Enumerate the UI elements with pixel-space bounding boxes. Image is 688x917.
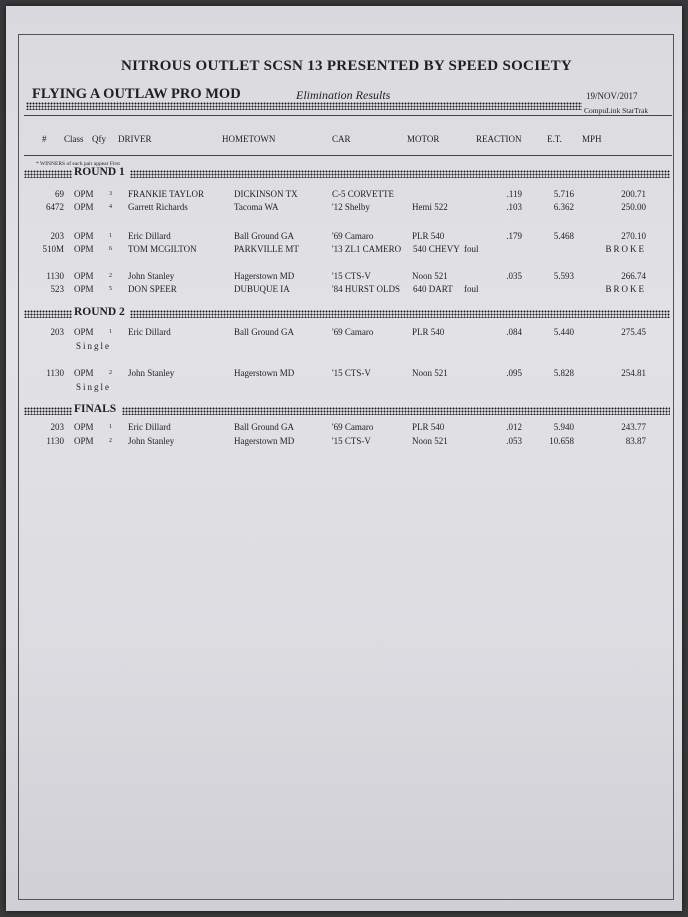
single-run-label: Single: [76, 382, 112, 392]
hometown-cell: Hagerstown MD: [234, 436, 295, 446]
et-cell: 5.440: [553, 327, 574, 337]
reaction-cell: .084: [506, 327, 522, 337]
hometown-cell: PARKVILLE MT: [234, 244, 299, 254]
col-mph: MPH: [582, 134, 602, 144]
class-cell: OPM: [74, 368, 94, 378]
hometown-cell: Tacoma WA: [234, 202, 279, 212]
qualify-cell: 5: [109, 286, 112, 292]
driver-cell: FRANKIE TAYLOR: [128, 189, 205, 199]
reaction-cell: .119: [506, 189, 522, 199]
reaction-cell: .095: [506, 368, 522, 378]
motor-cell: Noon 521: [412, 436, 448, 446]
et-cell: 6.362: [553, 202, 574, 212]
winners-note: * WINNERS of each pair appear First: [36, 161, 120, 167]
driver-cell: John Stanley: [128, 436, 175, 446]
qualify-cell: 2: [109, 273, 112, 279]
class-cell: OPM: [74, 422, 94, 432]
section-round-1: ROUND 1: [74, 166, 125, 178]
mph-cell: BROKE: [605, 284, 646, 294]
event-name: [32, 86, 241, 103]
car-number: 523: [50, 284, 64, 294]
car-number: 1130: [46, 368, 64, 378]
reaction-cell: .053: [506, 436, 522, 446]
mph-cell: 83.87: [625, 436, 646, 446]
car-cell: '69 Camaro: [332, 422, 374, 432]
motor-cell: 640 DART: [413, 284, 453, 294]
car-cell: '69 Camaro: [332, 327, 374, 337]
col-reaction: REACTION: [476, 134, 522, 144]
col-driver: DRIVER: [118, 134, 152, 144]
et-cell: 5.940: [553, 422, 574, 432]
driver-cell: Garrett Richards: [128, 202, 188, 212]
class-cell: OPM: [74, 202, 94, 212]
motor-cell: Noon 521: [412, 368, 448, 378]
mph-cell: 243.77: [621, 422, 646, 432]
qualify-cell: 2: [109, 438, 112, 444]
et-cell: 5.828: [553, 368, 574, 378]
header-divider: [24, 115, 672, 116]
driver-cell: John Stanley: [128, 368, 175, 378]
motor-cell: PLR 540: [412, 422, 445, 432]
car-cell: '13 ZL1 CAMERO: [332, 244, 402, 254]
header-dot-rule: [26, 102, 582, 110]
car-cell: '15 CTS-V: [332, 271, 371, 281]
qualify-cell: 1: [109, 233, 112, 239]
section-dots-left: [24, 407, 72, 415]
et-cell: 5.716: [553, 189, 574, 199]
section-dots-right: [130, 170, 670, 178]
driver-cell: Eric Dillard: [128, 422, 171, 432]
section-dots-left: [24, 310, 72, 318]
car-cell: '12 Shelby: [332, 202, 370, 212]
motor-cell: Hemi 522: [412, 202, 448, 212]
hometown-cell: Ball Ground GA: [234, 327, 294, 337]
class-cell: OPM: [74, 327, 94, 337]
driver-cell: DON SPEER: [128, 284, 177, 294]
mph-cell: 275.45: [621, 327, 646, 337]
foul-cell: foul: [464, 284, 479, 294]
mph-cell: BROKE: [605, 244, 646, 254]
qualify-cell: 3: [109, 191, 112, 197]
qualify-cell: 2: [109, 370, 112, 376]
col-class: Class: [64, 134, 84, 144]
et-cell: 10.658: [549, 436, 574, 446]
class-cell: OPM: [74, 231, 94, 241]
driver-cell: John Stanley: [128, 271, 175, 281]
motor-cell: PLR 540: [412, 231, 445, 241]
car-number: 203: [50, 327, 64, 337]
driver-cell: TOM MCGILTON: [128, 244, 197, 254]
reaction-cell: .179: [506, 231, 522, 241]
car-cell: '15 CTS-V: [332, 368, 371, 378]
motor-cell: PLR 540: [412, 327, 445, 337]
qualify-cell: 4: [109, 204, 112, 210]
section-round-2: ROUND 2: [74, 306, 125, 318]
class-cell: OPM: [74, 436, 94, 446]
hometown-cell: Ball Ground GA: [234, 231, 294, 241]
car-cell: C-5 CORVETTE: [332, 189, 395, 199]
car-number: 203: [50, 231, 64, 241]
class-cell: OPM: [74, 271, 94, 281]
col-hometown: HOMETOWN: [222, 134, 276, 144]
event-date: 19/NOV/2017: [586, 91, 638, 101]
qualify-cell: 6: [109, 246, 112, 252]
hometown-cell: Ball Ground GA: [234, 422, 294, 432]
mph-cell: 270.10: [621, 231, 646, 241]
class-cell: OPM: [74, 284, 94, 294]
mph-cell: 266.74: [621, 271, 646, 281]
col-et: E.T.: [547, 134, 562, 144]
page-title: NITROUS OUTLET SCSN 13 PRESENTED BY SPEED SOCIETY: [121, 58, 573, 74]
car-cell: '69 Camaro: [332, 231, 374, 241]
mph-cell: 254.81: [621, 368, 646, 378]
car-cell: '84 HURST OLDS: [332, 284, 400, 294]
class-cell: OPM: [74, 189, 94, 199]
timing-vendor: CompuLink StarTrak: [584, 106, 649, 115]
qualify-cell: 1: [109, 329, 112, 335]
driver-cell: Eric Dillard: [128, 327, 171, 337]
et-cell: 5.593: [553, 271, 574, 281]
car-number: 203: [50, 422, 64, 432]
car-cell: '15 CTS-V: [332, 436, 371, 446]
reaction-cell: .012: [506, 422, 522, 432]
section-dots-left: [24, 170, 72, 178]
class-cell: OPM: [74, 244, 94, 254]
mph-cell: 200.71: [621, 189, 646, 199]
car-number: 510M: [42, 244, 64, 254]
car-number: 1130: [46, 436, 64, 446]
section-finals: FINALS: [74, 403, 117, 415]
hometown-cell: DUBUQUE IA: [234, 284, 290, 294]
col-motor: MOTOR: [407, 134, 440, 144]
reaction-cell: .103: [506, 202, 522, 212]
column-header-divider: [24, 155, 672, 156]
section-dots-right: [122, 407, 670, 415]
et-cell: 5.468: [553, 231, 574, 241]
col-car: CAR: [332, 134, 351, 144]
qualify-cell: 1: [109, 424, 112, 430]
foul-cell: foul: [464, 244, 479, 254]
single-run-label: Single: [76, 341, 112, 351]
hometown-cell: DICKINSON TX: [234, 189, 298, 199]
hometown-cell: Hagerstown MD: [234, 368, 295, 378]
section-dots-right: [130, 310, 670, 318]
motor-cell: 540 CHEVY: [413, 244, 460, 254]
event-class: FLYING A OUTLAW PRO MOD: [32, 86, 241, 102]
col-qfy: Qfy: [92, 134, 106, 144]
results-sheet: [6, 6, 682, 911]
mph-cell: 250.00: [621, 202, 646, 212]
car-number: 1130: [46, 271, 64, 281]
car-number: 6472: [46, 202, 64, 212]
col-num: #: [42, 134, 47, 144]
reaction-cell: .035: [506, 271, 522, 281]
event-subtitle: Elimination Results: [296, 88, 391, 102]
driver-cell: Eric Dillard: [128, 231, 171, 241]
hometown-cell: Hagerstown MD: [234, 271, 295, 281]
car-number: 69: [55, 189, 64, 199]
motor-cell: Noon 521: [412, 271, 448, 281]
